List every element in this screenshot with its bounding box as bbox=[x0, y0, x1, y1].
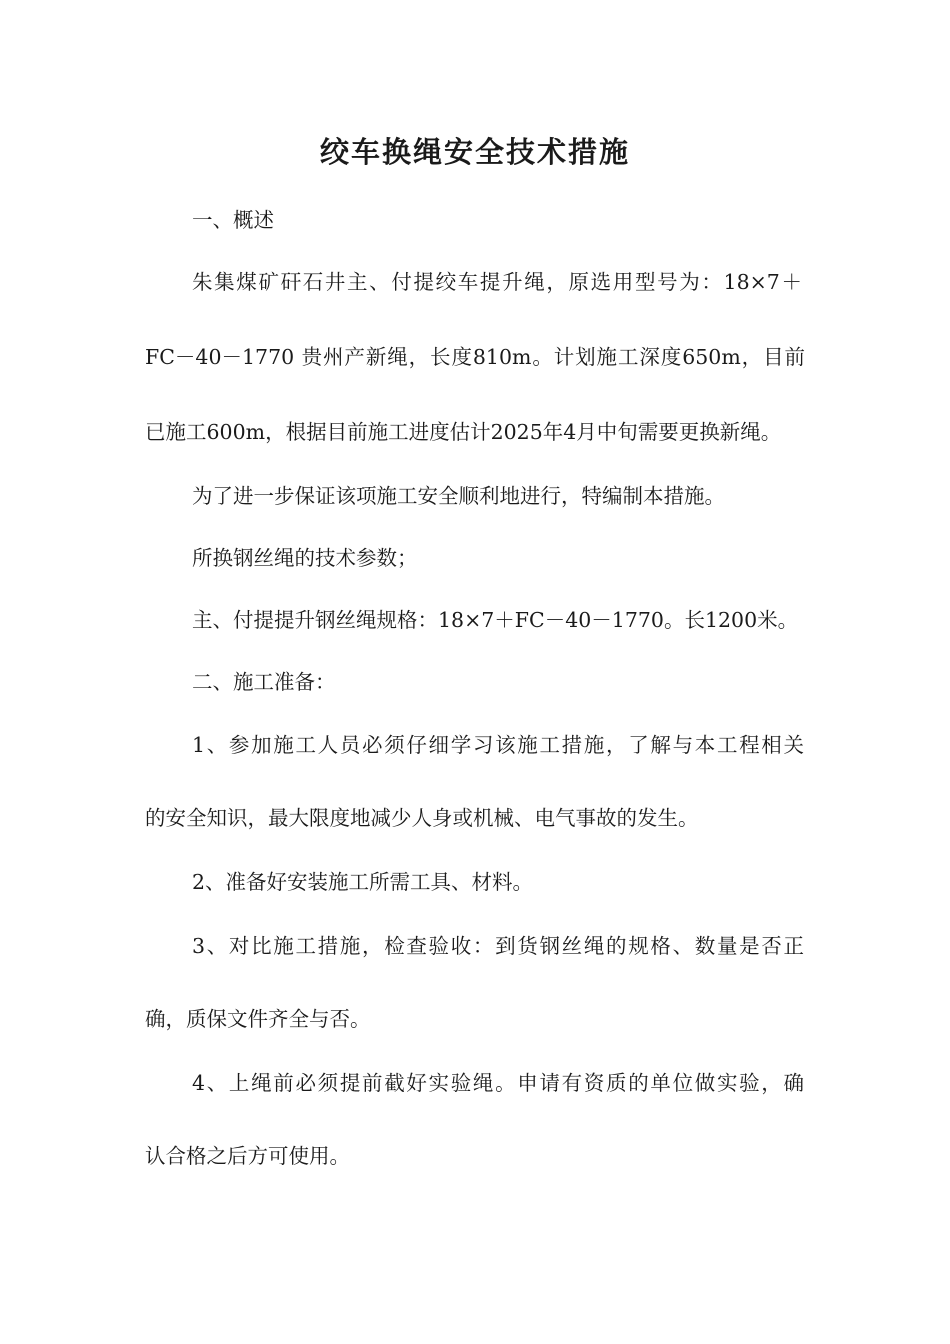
paragraph-line: 为了进一步保证该项施工安全顺利地进行，特编制本措施。 bbox=[192, 484, 725, 508]
section-heading-overview: 一、概述 bbox=[192, 208, 274, 232]
paragraph-line: 2、准备好安装施工所需工具、材料。 bbox=[192, 870, 534, 894]
paragraph-line: 朱集煤矿矸石井主、付提绞车提升绳，原选用型号为：18×7＋ bbox=[192, 270, 802, 294]
paragraph-line: 所换钢丝绳的技术参数； bbox=[192, 546, 418, 570]
paragraph-line: 3、对比施工措施，检查验收：到货钢丝绳的规格、数量是否正 bbox=[192, 934, 804, 958]
document-title: 绞车换绳安全技术措施 bbox=[319, 135, 630, 169]
paragraph-line: 的安全知识，最大限度地减少人身或机械、电气事故的发生。 bbox=[145, 806, 699, 830]
section-heading-preparation: 二、施工准备： bbox=[192, 670, 336, 694]
paragraph-line: 1、参加施工人员必须仔细学习该施工措施，了解与本工程相关 bbox=[192, 733, 804, 757]
paragraph-line: 认合格之后方可使用。 bbox=[145, 1144, 350, 1168]
paragraph-line: FC－40－1770 贵州产新绳，长度810m。计划施工深度650m，目前 bbox=[145, 345, 805, 369]
paragraph-line: 已施工600m，根据目前施工进度估计2025年4月中旬需要更换新绳。 bbox=[145, 420, 782, 444]
paragraph-line: 主、付提提升钢丝绳规格：18×7＋FC－40－1770。长1200米。 bbox=[192, 608, 799, 632]
paragraph-line: 4、上绳前必须提前截好实验绳。申请有资质的单位做实验，确 bbox=[192, 1071, 804, 1095]
paragraph-line: 确，质保文件齐全与否。 bbox=[145, 1007, 371, 1031]
